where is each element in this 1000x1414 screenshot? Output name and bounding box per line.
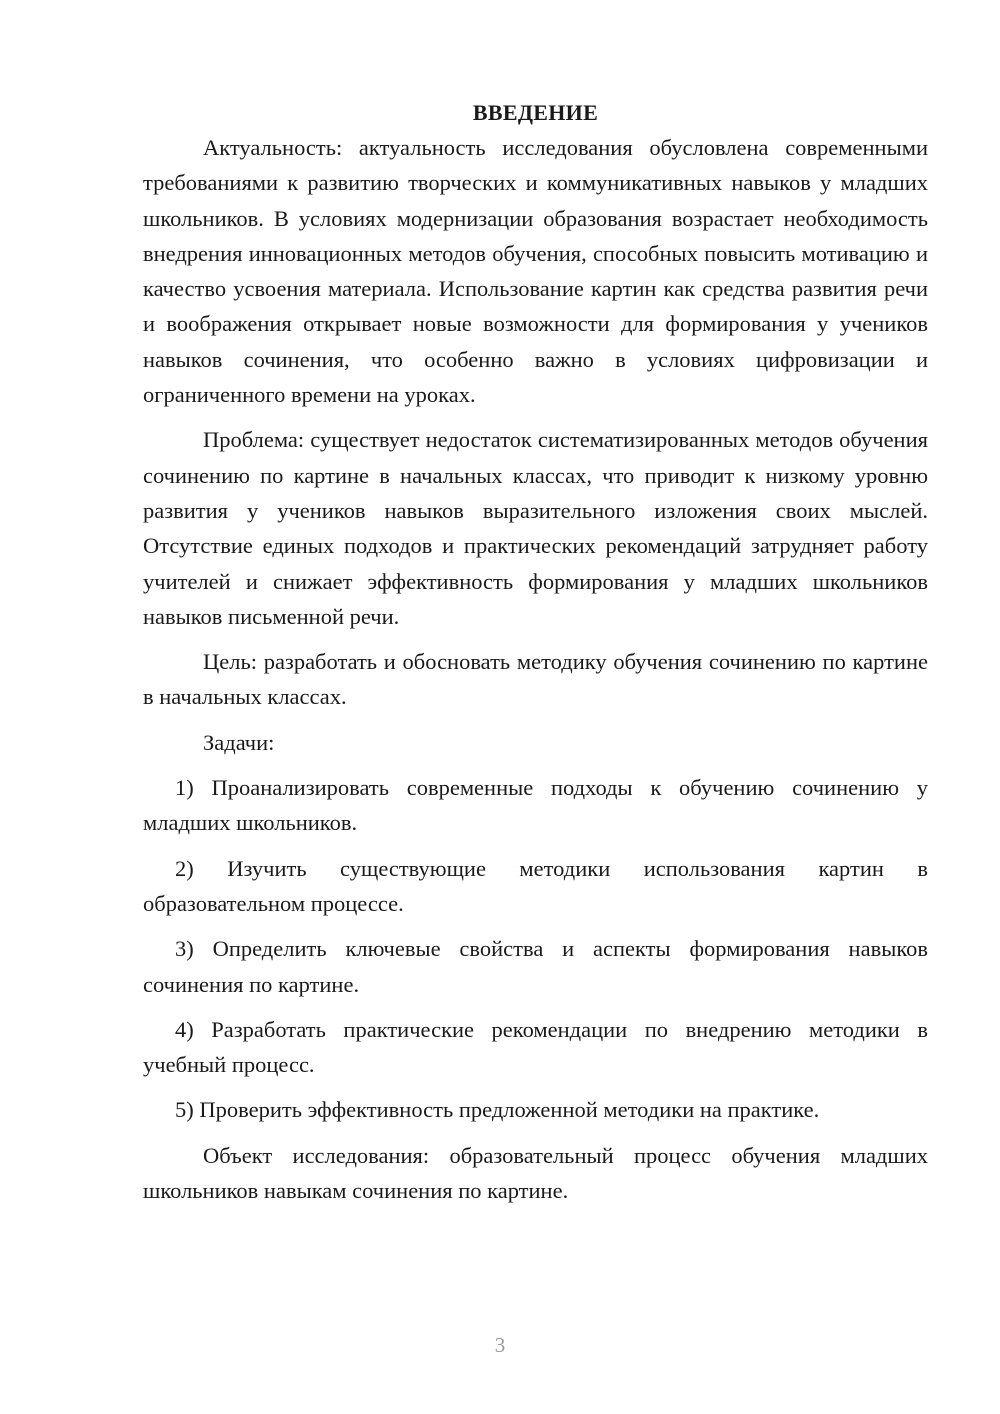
object-paragraph: Объект исследования: образовательный процесс обучения младших школьников навыкам сочинения по картине. — [143, 1142, 928, 1204]
tasks-label: Задачи: — [203, 729, 275, 755]
task-item-2: 2) Изучить существующие методики использования картин в образовательном процессе. — [143, 855, 928, 916]
task-item-5: 5) Проверить эффективность предложенной методики на практике. — [175, 1097, 820, 1123]
task-item-4: 4) Разработать практические рекомендации по внедрению методики в учебный процесс. — [143, 1016, 928, 1078]
page-content — [143, 95, 928, 1208]
relevance-paragraph: Актуальность: актуальность исследования обусловлена современными требованиями к развитию творческих и коммуникативных навыков у младших школьников. В условиях модернизации образования возрастает необходимость внедрения инновационных методов обучения, способных повысить мотивацию и качество усвоения материала. Использование картин как средства развития речи и воображения открывает новые возможности для формирования у учеников навыков сочинения, что особенно важно в условиях цифровизации и ограниченного времени на уроках. — [143, 135, 928, 408]
problem-paragraph: Проблема: существует недостаток систематизированных методов обучения сочинению по картине в начальных классах, что приводит к низкому уровню развития у учеников навыков выразительного изложения своих мыслей. Отсутствие единых подходов и практических рекомендаций затрудняет работу учителей и снижает эффективность формирования у младших школьников навыков письменной речи. — [143, 427, 928, 629]
goal-paragraph: Цель: разработать и обосновать методику обучения сочинению по картине в начальных классах. — [143, 649, 928, 710]
page-number: 3 — [494, 1333, 506, 1357]
task-item-1: 1) Проанализировать современные подходы к обучению сочинению у младших школьников. — [143, 775, 928, 836]
task-item-3: 3) Определить ключевые свойства и аспекты формирования навыков сочинения по картине. — [143, 936, 928, 997]
section-heading: ВВЕДЕНИЕ — [472, 100, 599, 125]
